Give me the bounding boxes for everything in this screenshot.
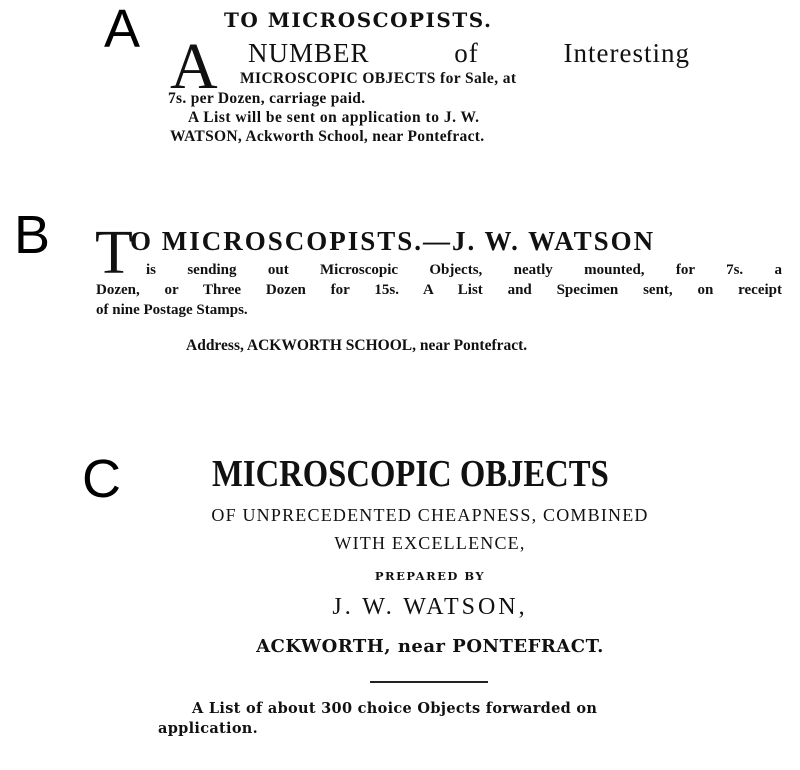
panel-label-c: C: [82, 449, 121, 509]
ad-b-line-1: O MICROSCOPISTS.—J. W. WATSON: [130, 226, 656, 256]
ad-b-line-2: is sending out Microscopic Objects, neatly mounted, for 7s. a: [146, 262, 782, 278]
ad-a-line-1-word-1: NUMBER: [248, 38, 370, 68]
ad-a-title: TO MICROSCOPISTS.: [224, 8, 493, 32]
ad-b-line-4: of nine Postage Stamps.: [96, 302, 248, 318]
ad-c-prepared-by: PREPARED BY: [374, 569, 486, 583]
ad-a-line-1-word-2: of: [454, 38, 479, 68]
ad-a-line-4: A List will be sent on application to J. W.: [188, 109, 480, 126]
ad-a-line-1: [248, 38, 690, 69]
ad-b-address: Address, ACKWORTH SCHOOL, near Pontefract.: [186, 337, 528, 354]
ad-c-note-line-1: A List of about 300 choice Objects forwarded on: [192, 700, 598, 717]
ad-c-title: MICROSCOPIC OBJECTS: [212, 453, 609, 495]
ad-a-line-1-word-3: Interesting: [563, 38, 690, 68]
ad-c-subtitle-1: OF UNPRECEDENTED CHEAPNESS, COMBINED: [211, 505, 649, 525]
ad-c-place: ACKWORTH, near PONTEFRACT.: [256, 636, 604, 657]
ad-b-dropcap: T: [95, 219, 133, 287]
ad-a-line-3: 7s. per Dozen, carriage paid.: [168, 90, 366, 107]
panel-label-b: B: [14, 205, 51, 265]
ad-c-note-line-2: application.: [158, 720, 258, 737]
ad-c-name: J. W. WATSON,: [332, 594, 528, 620]
ad-b-line-3: Dozen, or Three Dozen for 15s. A List and Specimen sent, on receipt: [96, 282, 782, 298]
panel-label-a: A: [104, 0, 141, 59]
ad-c-subtitle-2: WITH EXCELLENCE,: [334, 533, 526, 553]
ad-a-line-5: WATSON, Ackworth School, near Pontefract.: [170, 128, 485, 145]
ad-c-divider: [370, 681, 488, 683]
ad-a-line-2: MICROSCOPIC OBJECTS for Sale, at: [240, 70, 517, 87]
ad-a-dropcap: A: [170, 30, 218, 103]
